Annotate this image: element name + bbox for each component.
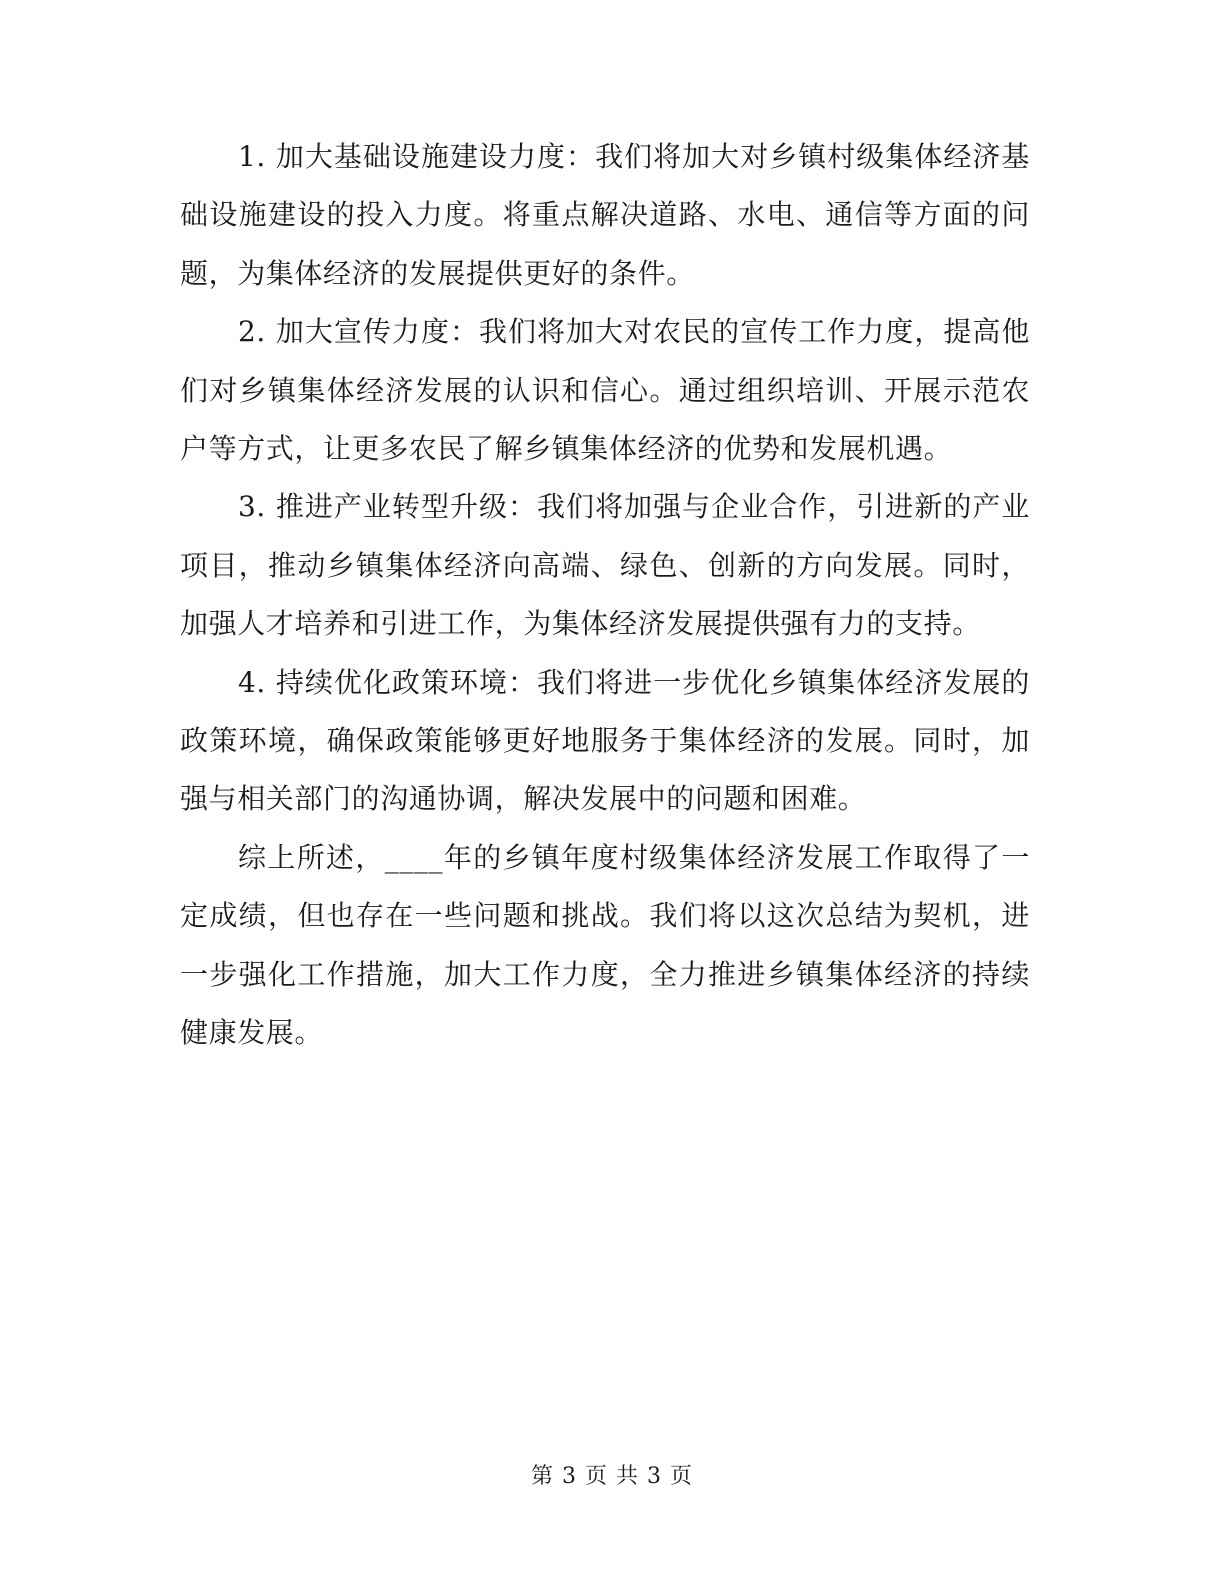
paragraph-item-4: 4. 持续优化政策环境：我们将进一步优化乡镇集体经济发展的政策环境，确保政策能够更好地服务于集体经济的发展。同时，加强与相关部门的沟通协调，解决发展中的问题和困难。 bbox=[180, 665, 1030, 816]
paragraph-item-3: 3. 推进产业转型升级：我们将加强与企业合作，引进新的产业项目，推动乡镇集体经济向高端、绿色、创新的方向发展。同时，加强人才培养和引进工作，为集体经济发展提供强有力的支持。 bbox=[180, 490, 1030, 641]
conclusion-paragraph: 综上所述，____年的乡镇年度村级集体经济发展工作取得了一定成绩，但也存在一些问题和挑战。我们将以这次总结为契机，进一步强化工作措施，加大工作力度，全力推进乡镇集体经济的持续健康发展。 bbox=[180, 840, 1030, 1050]
document-body bbox=[180, 128, 1030, 1063]
paragraph-item-1: 1. 加大基础设施建设力度：我们将加大对乡镇村级集体经济基础设施建设的投入力度。将重点解决道路、水电、通信等方面的问题，为集体经济的发展提供更好的条件。 bbox=[180, 140, 1030, 290]
page-number-footer: 第 3 页 共 3 页 bbox=[531, 1464, 693, 1489]
paragraph-item-2: 2. 加大宣传力度：我们将加大对农民的宣传工作力度，提高他们对乡镇集体经济发展的认识和信心。通过组织培训、开展示范农户等方式，让更多农民了解乡镇集体经济的优势和发展机遇。 bbox=[180, 315, 1030, 466]
